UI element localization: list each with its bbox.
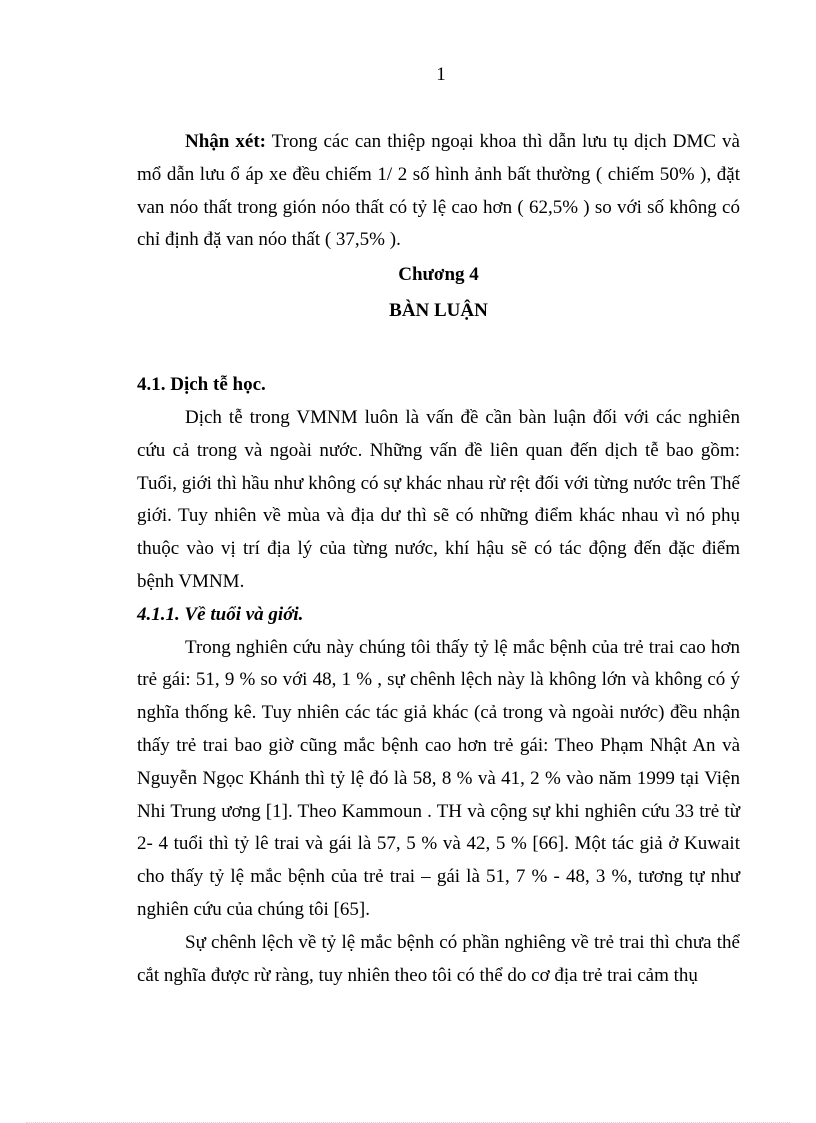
document-body [137,126,740,992]
section-4-1-1-paragraph-1: Trong nghiên cứu này chúng tôi thấy tỷ lệ mắc bệnh của trẻ trai cao hơn trẻ gái: 51, 9 % so với 48, 1 % , sự chênh lệch này là không lớn và không có ý nghĩa thống kê. Tuy nhiên các tác giả khác (cả trong và ngoài nước) đều nhận thấy trẻ trai bao giờ cũng mắc bệnh cao hơn trẻ gái: Theo Phạm Nhật An và Nguyễn Ngọc Khánh thì tỷ lệ đó là 58, 8 % và 41, 2 % vào năm 1999 tại Viện Nhi Trung ương [1]. Theo Kammoun . TH và cộng sự khi nghiên cứu 33 trẻ từ 2- 4 tuổi thì tỷ lê trai và gái là 57, 5 % và 42, 5 % [66]. Một tác giả ở Kuwait cho thấy tỷ lệ mắc bệnh của trẻ trai – gái là 51, 7 % - 48, 3 %, tương tự như nghiên cứu của chúng tôi [65]. [137,636,740,920]
remark-paragraph [137,126,740,257]
section-heading-4-1: 4.1. Dịch tễ học. [137,374,266,396]
chapter-title: BÀN LUẬN [389,300,488,322]
section-4-1-1-paragraph-2: Sự chênh lệch về tỷ lệ mắc bệnh có phần nghiêng về trẻ trai thì chưa thể cắt nghĩa được rừ ràng, tuy nhiên theo tôi có thể do cơ địa trẻ trai cảm thụ [137,931,740,986]
chapter-number: Chương 4 [398,264,479,286]
page-number: 1 [436,64,446,85]
section-4-1-paragraph: Dịch tễ trong VMNM luôn là vấn đề cần bàn luận đối với các nghiên cứu cả trong và ngoài nước. Những vấn đề liên quan đến dịch tễ bao gồm: Tuổi, giới thì hầu như không có sự khác nhau rừ rệt đối với từng nước trên Thế giới. Tuy nhiên về mùa và địa dư thì sẽ có những điểm khác nhau vì nó phụ thuộc vào vị trí địa lý của từng nước, khí hậu sẽ có tác động đến đặc điểm bệnh VMNM. [137,406,740,592]
remark-text: Trong các can thiệp ngoại khoa thì dẫn lưu tụ dịch DMC và mổ dẫn lưu ổ áp xe đều chiếm 1/ 2 số hình ảnh bất thường ( chiếm 50% ), đặt van nóo thất trong gión nóo thất có tỷ lệ cao hơn ( 62,5% ) so với số không có chỉ định đặ van nóo thất ( 37,5% ). [137,131,740,251]
section-heading-4-1-1: 4.1.1. Về tuổi và giới. [137,603,304,625]
remark-label: Nhận xét: [185,131,266,152]
